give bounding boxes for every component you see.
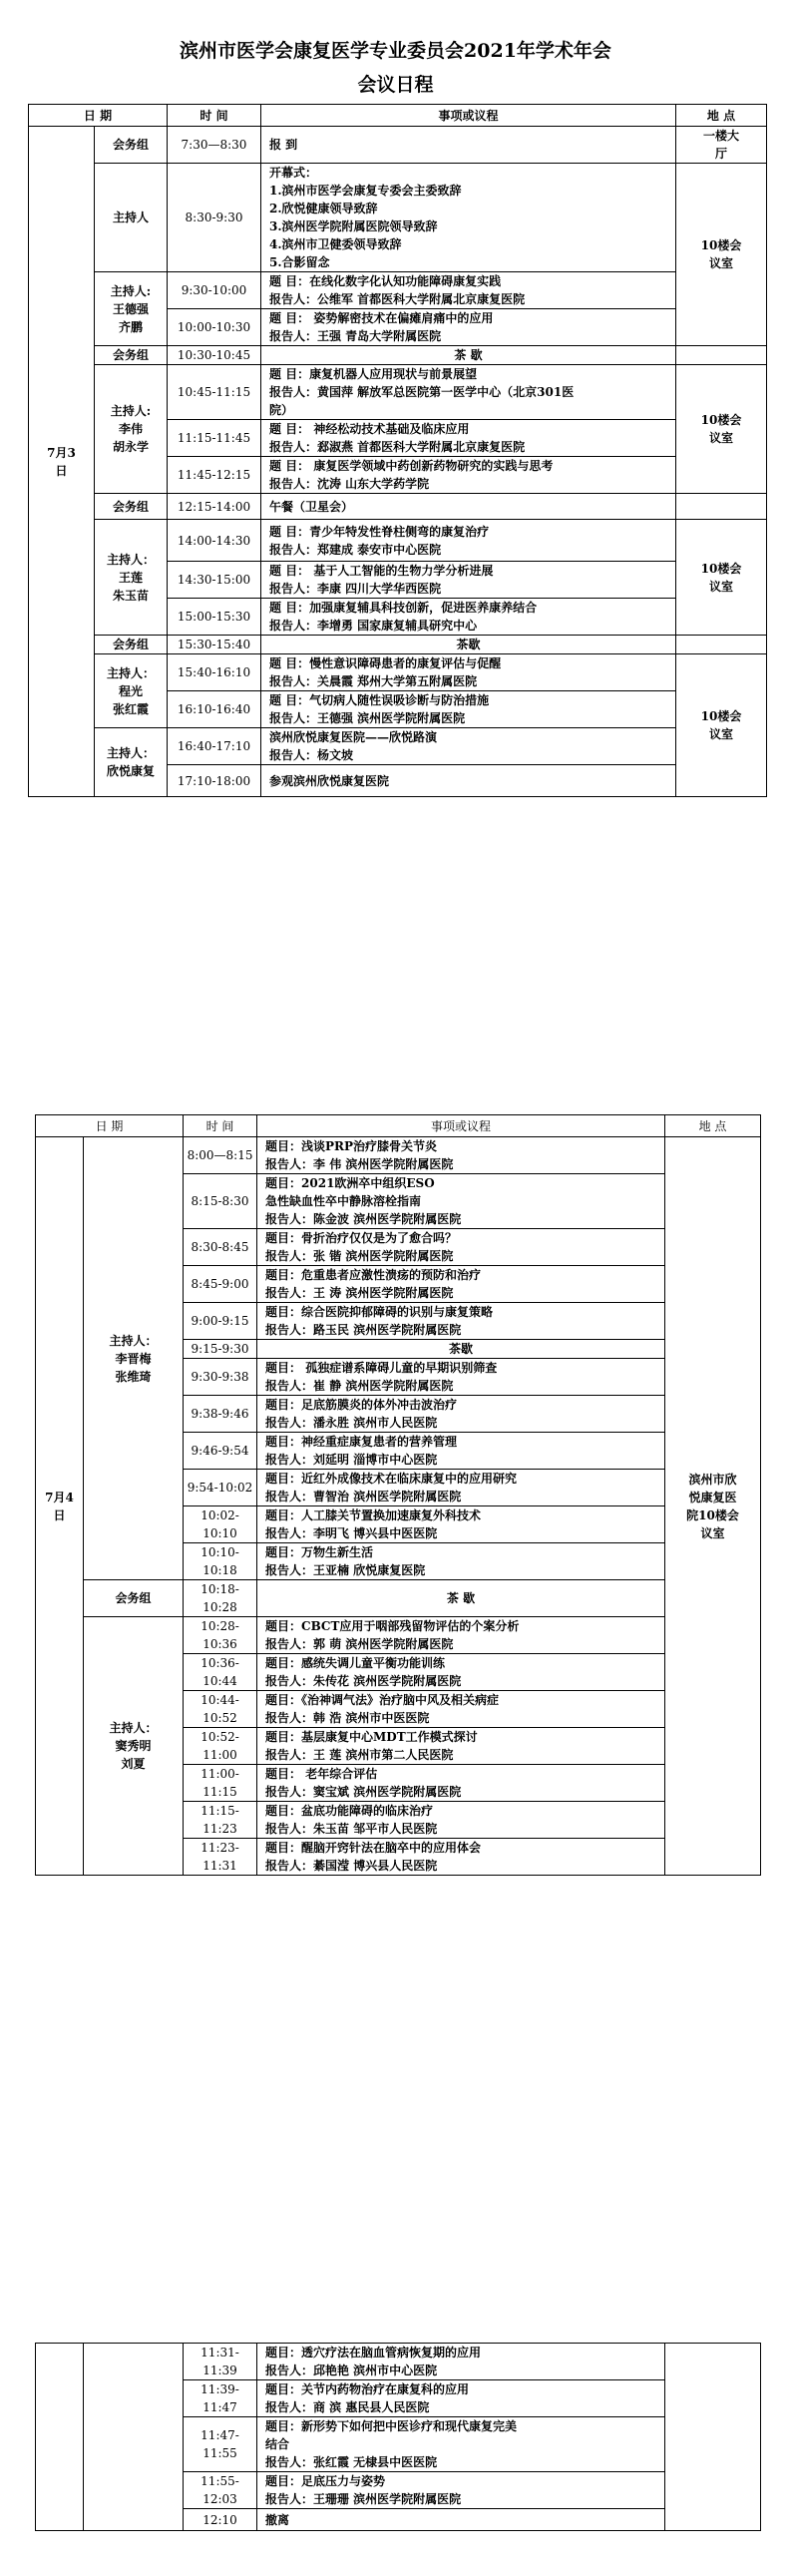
time-cell: 10:10-10:18 (184, 1543, 257, 1580)
topic-cell: 题 目：慢性意识障碍患者的康复评估与促醒 报告人：关晨霞 郑州大学第五附属医院 (261, 654, 676, 691)
topic-cell: 午餐（卫星会） (261, 494, 676, 520)
break-cell: 茶歇 (257, 1340, 665, 1359)
topic-cell: 题目：基层康复中心MDT工作模式探讨 报告人：王 莲 滨州市第二人民医院 (257, 1728, 665, 1765)
time-cell: 14:30-15:00 (168, 562, 261, 599)
host-cell: 主持人： 王莲 朱玉苗 (95, 520, 168, 636)
place-cell: 一楼大 厅 (676, 127, 767, 164)
role-cell: 会务组 (95, 346, 168, 365)
table-row (29, 365, 767, 420)
place-cell: 滨州市欣 悦康复医 院10楼会 议室 (665, 1137, 761, 1876)
time-cell: 16:40-17:10 (168, 728, 261, 765)
topic-cell: 题目：足底压力与姿势 报告人：王珊珊 滨州医学院附属医院 (257, 2472, 665, 2509)
time-cell: 10:00-10:30 (168, 309, 261, 346)
place-cell-empty (676, 346, 767, 365)
place-cell: 10楼会 议室 (676, 164, 767, 346)
break-cell: 茶歇 (261, 636, 676, 654)
time-cell: 10:02-10:10 (184, 1506, 257, 1543)
topic-cell: 题目：骨折治疗仅仅是为了愈合吗？ 报告人：张 锴 滨州医学院附属医院 (257, 1229, 665, 1266)
time-cell: 11:31-11:39 (184, 2344, 257, 2380)
time-cell: 11:55-12:03 (184, 2472, 257, 2509)
schedule-table-day2-continued (35, 2343, 761, 2531)
host-cell: 主持人： 欣悦康复 (95, 728, 168, 797)
topic-cell: 题 目： 康复医学领域中药创新药物研究的实践与思考 报告人：沈涛 山东大学药学院 (261, 457, 676, 494)
topic-cell: 题目： 孤独症谱系障碍儿童的早期识别筛查 报告人：崔 静 滨州医学院附属医院 (257, 1359, 665, 1396)
header-place: 地 点 (665, 1115, 761, 1137)
topic-cell: 题目：新形势下如何把中医诊疗和现代康复完美 结合 报告人：张红霞 无棣县中医医院 (257, 2417, 665, 2472)
topic-cell: 题目：2021欧洲卒中组织ESO 急性缺血性卒中静脉溶栓指南 报告人：陈金波 滨州医学院附属医院 (257, 1174, 665, 1229)
topic-cell: 题 目：加强康复辅具科技创新，促进医养康养结合 报告人：李增勇 国家康复辅具研究中心 (261, 599, 676, 636)
topic-cell: 题 目： 神经松动技术基础及临床应用 报告人：郄淑燕 首都医科大学附属北京康复医院 (261, 420, 676, 457)
host-cell: 主持人： 程光 张红霞 (95, 654, 168, 728)
topic-cell: 题 目：青少年特发性脊柱侧弯的康复治疗 报告人：郑建成 泰安市中心医院 (261, 520, 676, 562)
time-cell: 10:36-10:44 (184, 1654, 257, 1691)
day-date-cell: 7月4 日 (36, 1137, 84, 1876)
table-row (36, 2344, 761, 2380)
topic-cell: 题 目：康复机器人应用现状与前景展望 报告人：黄国萍 解放军总医院第一医学中心（北京301医 院） (261, 365, 676, 420)
topic-cell: 题目：CBCT应用于咽部残留物评估的个案分析 报告人：郭 萌 滨州医学院附属医院 (257, 1617, 665, 1654)
place-cell: 10楼会 议室 (676, 654, 767, 797)
header-time: 时 间 (184, 1115, 257, 1137)
topic-cell: 题目：感统失调儿童平衡功能训练 报告人：朱传花 滨州医学院附属医院 (257, 1654, 665, 1691)
table-row (36, 1137, 761, 1174)
topic-cell: 题目：关节内药物治疗在康复科的应用 报告人：商 滨 惠民县人民医院 (257, 2380, 665, 2417)
time-cell: 14:00-14:30 (168, 520, 261, 562)
time-cell: 9:38-9:46 (184, 1396, 257, 1433)
header-row (36, 1115, 761, 1137)
table-row (29, 636, 767, 654)
topic-cell: 题目：浅谈PRP治疗膝骨关节炎 报告人：李 伟 滨州医学院附属医院 (257, 1137, 665, 1174)
place-cell-empty (665, 2344, 761, 2531)
time-cell: 15:00-15:30 (168, 599, 261, 636)
topic-cell: 题目：足底筋膜炎的体外冲击波治疗 报告人：潘永胜 滨州市人民医院 (257, 1396, 665, 1433)
topic-cell: 开幕式： 1.滨州市医学会康复专委会主委致辞 2.欣悦健康领导致辞 3.滨州医学院附属医院领导致辞 4.滨州市卫健委领导致辞 5.合影留念 (261, 164, 676, 272)
time-cell: 10:45-11:15 (168, 365, 261, 420)
topic-cell: 题 目： 基于人工智能的生物力学分析进展 报告人：李康 四川大学华西医院 (261, 562, 676, 599)
table-row (36, 1580, 761, 1617)
host-cell: 主持人： 窦秀明 刘夏 (84, 1617, 184, 1876)
schedule-table-day1 (28, 104, 767, 797)
time-cell: 9:00-9:15 (184, 1303, 257, 1340)
time-cell: 11:00-11:15 (184, 1765, 257, 1802)
header-time: 时 间 (168, 105, 261, 127)
header-date: 日 期 (29, 105, 168, 127)
topic-cell: 题 目： 姿势解密技术在偏瘫肩痛中的应用 报告人：王强 青岛大学附属医院 (261, 309, 676, 346)
time-cell: 9:30-9:38 (184, 1359, 257, 1396)
time-cell: 10:30-10:45 (168, 346, 261, 365)
time-cell: 11:47-11:55 (184, 2417, 257, 2472)
time-cell: 12:15-14:00 (168, 494, 261, 520)
header-topic: 事项或议程 (257, 1115, 665, 1137)
time-cell: 8:15-8:30 (184, 1174, 257, 1229)
host-cell: 主持人: 李伟 胡永学 (95, 365, 168, 494)
conference-title: 滨州市医学会康复医学专业委员会2021年学术年会 (180, 40, 611, 62)
time-cell: 11:23-11:31 (184, 1839, 257, 1876)
time-cell: 17:10-18:00 (168, 765, 261, 797)
time-cell: 9:46-9:54 (184, 1433, 257, 1470)
topic-cell: 报 到 (261, 127, 676, 164)
host-cell-empty (84, 2344, 184, 2531)
time-cell: 10:28-10:36 (184, 1617, 257, 1654)
time-cell: 8:30-8:45 (184, 1229, 257, 1266)
time-cell: 9:54-10:02 (184, 1470, 257, 1506)
time-cell: 15:30-15:40 (168, 636, 261, 654)
header-date: 日 期 (36, 1115, 184, 1137)
time-cell: 8:30-9:30 (168, 164, 261, 272)
role-cell: 会务组 (95, 494, 168, 520)
table-row (29, 272, 767, 309)
date-cell-empty (36, 2344, 84, 2531)
time-cell: 11:45-12:15 (168, 457, 261, 494)
role-cell: 主持人 (95, 164, 168, 272)
topic-cell: 题目：透穴疗法在脑血管病恢复期的应用 报告人：邱艳艳 滨州市中心医院 (257, 2344, 665, 2380)
topic-cell: 题目：人工膝关节置换加速康复外科技术 报告人：李明飞 博兴县中医医院 (257, 1506, 665, 1543)
time-cell: 15:40-16:10 (168, 654, 261, 691)
role-cell: 会务组 (95, 127, 168, 164)
table-row (29, 494, 767, 520)
topic-cell: 题目：神经重症康复患者的营养管理 报告人：刘延明 淄博市中心医院 (257, 1433, 665, 1470)
place-cell-empty (676, 494, 767, 520)
topic-cell: 题目：盆底功能障碍的临床治疗 报告人：朱玉苗 邹平市人民医院 (257, 1802, 665, 1839)
time-cell: 9:30-10:00 (168, 272, 261, 309)
topic-cell: 题目： 老年综合评估 报告人：窦宝斌 滨州医学院附属医院 (257, 1765, 665, 1802)
place-cell-empty (676, 636, 767, 654)
table-row (29, 127, 767, 164)
table-row (29, 164, 767, 272)
table-row (29, 728, 767, 765)
topic-cell: 题目：危重患者应激性溃疡的预防和治疗 报告人：王 涛 滨州医学院附属医院 (257, 1266, 665, 1303)
time-cell: 9:15-9:30 (184, 1340, 257, 1359)
time-cell: 16:10-16:40 (168, 691, 261, 728)
break-cell: 茶 歇 (257, 1580, 665, 1617)
header-topic: 事项或议程 (261, 105, 676, 127)
host-cell: 主持人： 李晋梅 张维琦 (84, 1137, 184, 1580)
break-cell: 茶 歇 (261, 346, 676, 365)
place-cell: 10楼会 议室 (676, 520, 767, 636)
topic-cell: 滨州欣悦康复医院——欣悦路演 报告人：杨文坡 (261, 728, 676, 765)
time-cell: 10:18-10:28 (184, 1580, 257, 1617)
time-cell: 11:15-11:45 (168, 420, 261, 457)
topic-cell: 题目：万物生新生活 报告人：王亚楠 欣悦康复医院 (257, 1543, 665, 1580)
topic-cell: 题目：近红外成像技术在临床康复中的应用研究 报告人：曹智治 滨州医学院附属医院 (257, 1470, 665, 1506)
time-cell: 7:30—8:30 (168, 127, 261, 164)
table-row (36, 1617, 761, 1654)
topic-cell: 题目：综合医院抑郁障碍的识别与康复策略 报告人：路玉民 滨州医学院附属医院 (257, 1303, 665, 1340)
time-cell: 10:52-11:00 (184, 1728, 257, 1765)
time-cell: 8:45-9:00 (184, 1266, 257, 1303)
schedule-subtitle: 会议日程 (357, 74, 434, 96)
time-cell: 12:10 (184, 2509, 257, 2531)
schedule-table-day2 (35, 1114, 761, 1876)
header-row (29, 105, 767, 127)
day-date-cell: 7月3 日 (29, 127, 95, 797)
table-row (29, 346, 767, 365)
topic-cell: 题目：《治神调气法》治疗脑中风及相关病症 报告人：韩 浩 滨州市中医医院 (257, 1691, 665, 1728)
table-row (29, 520, 767, 562)
time-cell: 8:00—8:15 (184, 1137, 257, 1174)
header-place: 地 点 (676, 105, 767, 127)
time-cell: 11:39-11:47 (184, 2380, 257, 2417)
topic-cell: 撤离 (257, 2509, 665, 2531)
place-cell: 10楼会 议室 (676, 365, 767, 494)
role-cell: 会务组 (84, 1580, 184, 1617)
time-cell: 11:15-11:23 (184, 1802, 257, 1839)
topic-cell: 题 目：在线化数字化认知功能障碍康复实践 报告人：公维军 首都医科大学附属北京康复医院 (261, 272, 676, 309)
host-cell: 主持人: 王德强 齐鹏 (95, 272, 168, 346)
role-cell: 会务组 (95, 636, 168, 654)
table-row (29, 654, 767, 691)
time-cell: 10:44-10:52 (184, 1691, 257, 1728)
topic-cell: 参观滨州欣悦康复医院 (261, 765, 676, 797)
topic-cell: 题 目：气切病人随性误吸诊断与防治措施 报告人：王德强 滨州医学院附属医院 (261, 691, 676, 728)
topic-cell: 题目：醒脑开窍针法在脑卒中的应用体会 报告人：綦国滢 博兴县人民医院 (257, 1839, 665, 1876)
